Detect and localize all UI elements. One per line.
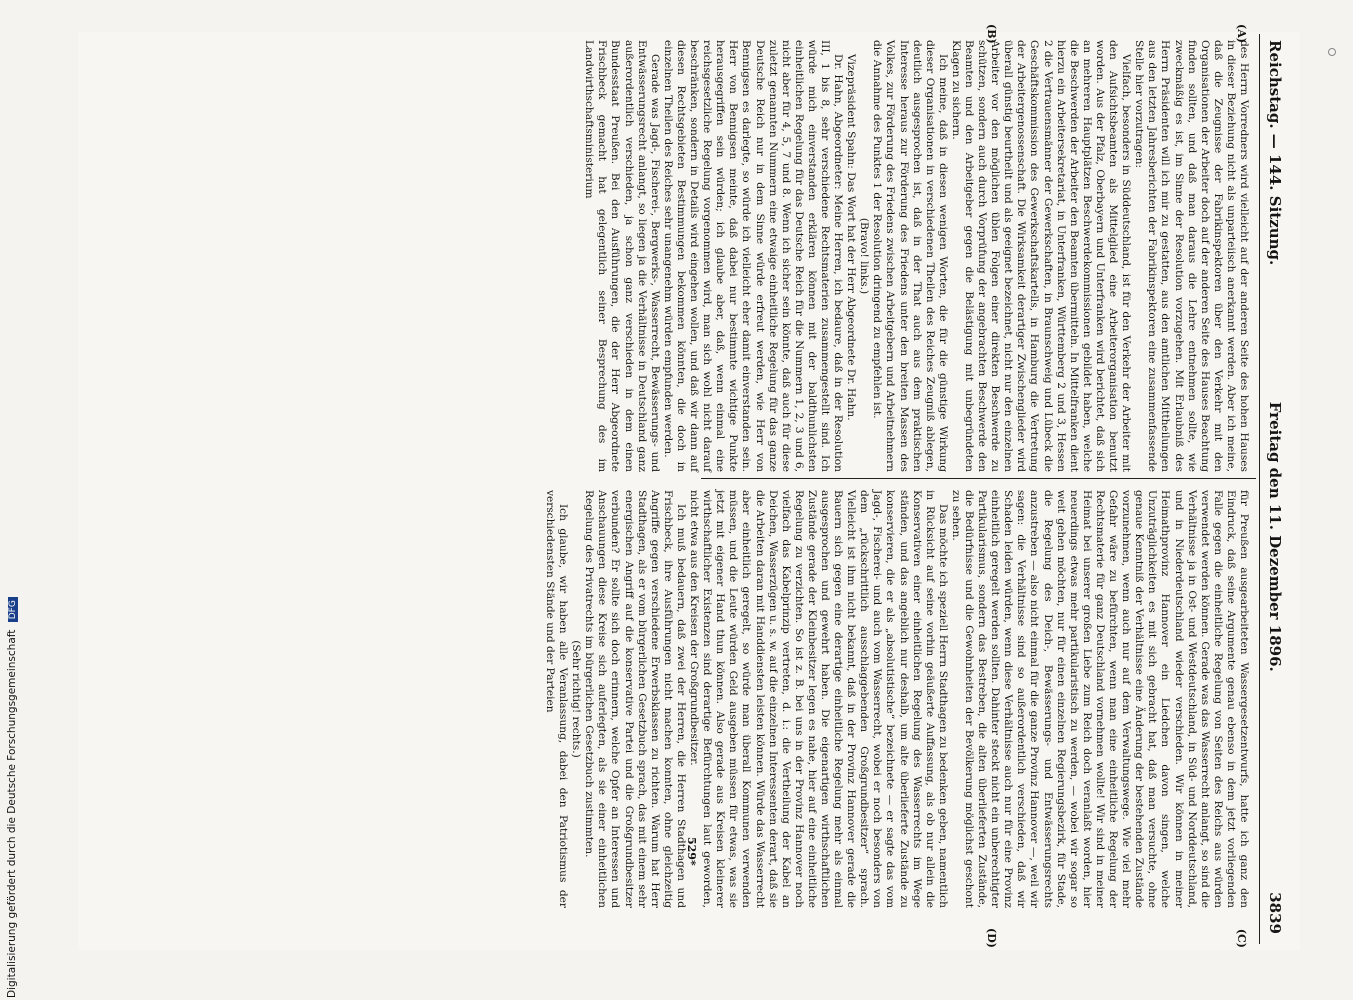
header-date-and-page — [1266, 402, 1284, 934]
right-paragraph: Ich glaube, wir haben alle Veranlassung, dabei den Patriotismus der verschiedensten Stände und der Parteien — [544, 490, 570, 908]
right-paragraph: Ich muß bedauern, daß zwei der Herren, die Herren Stadthagen und Frischbeck, ihre Ausführungen nicht machen konnten, ohne gleichzeitig Angriffe gegen verschiedene Erwerbsklassen zu richten. Warum hat Herr Stadthagen, als er vom bürgerlichen Gesetzbuch sprach, das mit einem sehr energischen Angriff auf die konservative Partei und die Großgrundbesitzer verbunden? Er sollte sich doch erinnern, welche Opfer an Interessen und Anschauungen diese Kreise sich auferlegten, als sie einer einheitlichen Regelung des Privatrechts im bürgerlichen Gesetzbuch zustimmten. — [583, 490, 687, 908]
page-header — [1260, 40, 1300, 934]
left-paragraph: des Herrn Vorredners wird vielleicht auf der anderen Seite des hohen Hauses in dieser Beziehung nicht als unparteiisch anerkannt werden. Aber ich meine, daß die Zeugnisse der Fabrikinspektoren über den Verkehr mit den Organisationen der Arbeiter doch auf der anderen Seite des Hauses Beachtung finden sollten, und daß man daraus die Lehre entnehmen sollte, wie zweckmäßig es ist, im Sinne der Resolution vorzugehen. Mit Erlaubniß des Herrn Präsidenten will ich mir zu gestatten, aus den amtlichen Mittheilungen aus den letzten Jahresberichten der Fabrikinspektoren eine zusammenfassende Stelle hier vorzutragen: — [1133, 40, 1250, 472]
right-paragraph: für Preußen ausgearbeiteten Wassergesetzentwurfs, hatte ich ganz den Eindruck, daß seine Argumente genau ebenso in dem jetzt vorliegenden Falle gegen die einheitliche Regelung von Seiten des Reichs aus würden verwendet werden können. Gerade was das Wasserrecht anlangt, so sind die Verhältnisse ja in Ost- und Westdeutschland, in Süd- und Norddeutschland, und in Niederdeutschland wieder verschieden. Wir können in meiner Heimathprovinz Hannover ein Liedchen davon singen, welche Unzuträglichkeiten es mit sich gebracht hat, daß man versuchte, ohne genaue Kenntniß der Verhältnisse eine Änderung der bestehenden Zustände vorzunehmen, wenn auch nur auf dem Verwaltungswege. Wie viel mehr Gefahr wäre zu befürchten, wenn man eine einheitliche Regelung der Rechtsmaterie für ganz Deutschland vornehmen wollte! Wir sind in meiner Heimat bei unserer großen Liebe zum Reich doch veranlaßt worden, hier neuerdings etwas mehr partikularistisch zu werden, — wobei wir sogar so weit gehen möchten, nur für einen einzelnen Regierungsbezirk, für Stade, die Regelung des Deich-, Bewässerungs- und Entwässerungsrechts anzustreben — also nicht einmal für die ganze Provinz Hannover —, weil wir sagen: die Verhältnisse sind so außerordentlich verschieden, daß wir Schaden leiden würden, wenn diese Verhältnisse auch nur für eine Provinz einheitlich geregelt werden sollten. Dahinter steckt nicht ein unberechtigter Partikularismus, sondern das Bestreben, die alten überlieferten Zustände, die Bedürfnisse und die Gewohnheiten der Bevölkerung möglichst geschont zu sehen. — [949, 490, 1250, 908]
margin-marker-a: (A) — [1235, 24, 1248, 43]
rotated-page-content — [78, 24, 1300, 950]
speech-paragraph: Gerade was Jagd-, Fischerei-, Bergwerks-, Wasserrecht, Bewässerungs- und Entwässerungsrecht anlangt, so liegen ja die Verhältnisse in Deutschland ganz außerordentlich verschieden, ja schon ganz verschieden in dem einen Bundesstaat Preußen. Bei den Ausführungen, die der Herr Abgeordnete Frischbeck gemacht hat gelegentlich seiner Besprechung des im Landwirthschaftsministerium — [583, 40, 661, 472]
header-date: Freitag den 11. Dezember 1896. — [1266, 401, 1284, 672]
right-paragraph: Das möchte ich speziell Herrn Stadthagen zu bedenken geben, namentlich in Rücksicht auf seine vorhin geäußerte Auffassung, als ob nur allein die Konservativen einer einheitlichen Regelung des Wasserrechts im Wege ständen, und das angeblich nur deshalb, um alte überlieferte Zustände zu konservieren, die er als „absolutistische“ bezeichnete — er sagte das vom Jagd-, Fischerei- und auch vom Wasserrecht, wobei er noch besonders von dem „rückschrittlich ausschlaggebenden Großgrundbesitzer“ sprach. Vielleicht ist ihm nicht bekannt, daß in der Provinz Hannover gerade die Bauern sich gegen eine derartige einheitliche Regelung mehr als einmal ausgesprochen und gewehrt haben. Die eigenartigen wirthschaftlichen Zustände gerade der Kleinbesitzer legen es nahe, hier auf eine einheitliche Regelung zu verzichten. So ist z. B. bei uns in der Provinz Hannover noch vielfach das Kabelprinzip vertreten, d. i.: die Vertheilung der Kabel an Deichen, Wasserzügen u. s. w. auf die einzelnen Interessenten derart, daß sie die Arbeiten daran mit Handdiensten leisten können. Würde das Wasserrecht aber einheitlich geregelt, so würde man überall Kommunen verwenden müssen, und die Leute würden Geld ausgeben müssen für etwas, was sie jetzt mit eigener Hand thun können. Also gerade aus Kreisen kleinerer wirthschaftlicher Existenzen sind derartige Befürchtungen laut geworden, nicht etwa aus den Kreisen der Großgrundbesitzer. — [688, 490, 949, 908]
left-paragraph-quote: Vielfach, besonders in Süddeutschland, ist für den Verkehr der Arbeiter mit den Aufsichtsbeamten als Mittelglied eine Arbeiterorganisation benutzt worden. Aus der Pfalz, Oberbayern und Unterfranken wird berichtet, daß sich an mehreren Hauptplätzen Beschwerdekommissionen gebildet haben, welche die Beschwerden der Arbeiter den Beamten übermitteln. In Mittelfranken dient hierzu ein Arbeitersekretariat, in Unterfranken, Württemberg 2 und 3, Hessen 2 die Vertrauensmänner der Gewerkschaften, in Braunschweig und Lübeck die Geschäftskommission des Gewerkschaftskartells, in Hamburg die Vertretung der Arbeitergenossenschaft. Die Wirksamkeit derartiger Zwischenglieder wird überall günstig beurtheilt und als geeignet bezeichnet, nicht nur den einzelnen Arbeiter vor den möglichen üblen Folgen einer direkten Beschwerde zu schützen, sondern auch durch Vorprüfung der angebrachten Beschwerde den Beamten und den Arbeitgeber gegen die Belästigung mit unbegründeten Klagen zu sichern. — [949, 40, 1133, 472]
header-rule — [1259, 34, 1260, 944]
applause-note: (Bravo! links.) — [858, 217, 871, 295]
margin-marker-c: (C) — [1235, 928, 1248, 948]
dfg-logo: DFG — [8, 597, 18, 622]
interjection-note: (Sehr richtig! rechts.) — [570, 640, 583, 758]
digitization-credit — [6, 597, 18, 998]
page-number: 3839 — [1266, 892, 1284, 934]
header-session-title: Reichstag. — 144. Sitzung. — [1266, 40, 1284, 266]
speech-paragraph: Dr. Hahn, Abgeordneter: Meine Herren, ich bedaure, daß in der Resolution III, 1 bis 8, sehr verschiedene Rechtsmaterien zusammengestellt sind. Ich würde mich einverstanden erklären können mit der baldthunlichsten einheitlichen Regelung für das Deutsche Reich für die Nummern 1, 2, 3 und 6, nicht aber für 4, 5, 7 und 8. Wenn ich sicher sein könnte, daß auch für diese zuletzt genannten Nummern eine etwaige einheitliche Regelung für das ganze Deutsche Reich nur in dem Sinne würde erfreut werden, wie Herr von Bennigsen es darlegte, so würde ich vielleicht eher damit einverstanden sein. Herr von Bennigsen meinte, daß dabei nur bestimmte wichtige Punkte herausgegriffen sein würden; ich glaube aber, daß, wenn einmal eine reichsgesetzliche Regelung vorgenommen wird, man sich wohl nicht darauf beschränken, sondern in Details wird eingehen wollen, und daß wir dann auf diesen Rechtsgebieten Bestimmungen bekommen könnten, die doch in einzelnen Theilen des Reiches sehr unangenehm würden empfunden werden. — [661, 40, 845, 472]
margin-marker-d: (D) — [985, 928, 998, 948]
credit-text: Digitalisierung gefördert durch die Deutsche Forschungsgemeinschaft — [6, 629, 18, 998]
left-column — [583, 40, 1250, 472]
signature-mark: 529* — [685, 837, 698, 866]
left-paragraph: Ich meine, daß in diesen wenigen Worten, die für die günstige Wirkung dieser Organisationen in verschiedenen Theilen des Reiches Zeugniß ablegen, deutlich ausgesprochen ist, daß in der That auch aus dem praktischen Interesse heraus zur Förderung des Friedens unter den breiten Massen des Volkes, zur Förderung des Friedens zwischen Arbeitgebern und Arbeitnehmern die Annahme des Punktes 1 der Resolution dringend zu empfehlen ist. — [871, 40, 949, 472]
scanned-page — [78, 24, 1300, 950]
column-divider — [701, 478, 1256, 479]
speaker-intro: Vizepräsident Spahn: Das Wort hat der Herr Abgeordnete Dr. Hahn. — [845, 54, 858, 421]
margin-marker-b: (B) — [985, 24, 998, 44]
pencil-mark — [1328, 48, 1336, 56]
